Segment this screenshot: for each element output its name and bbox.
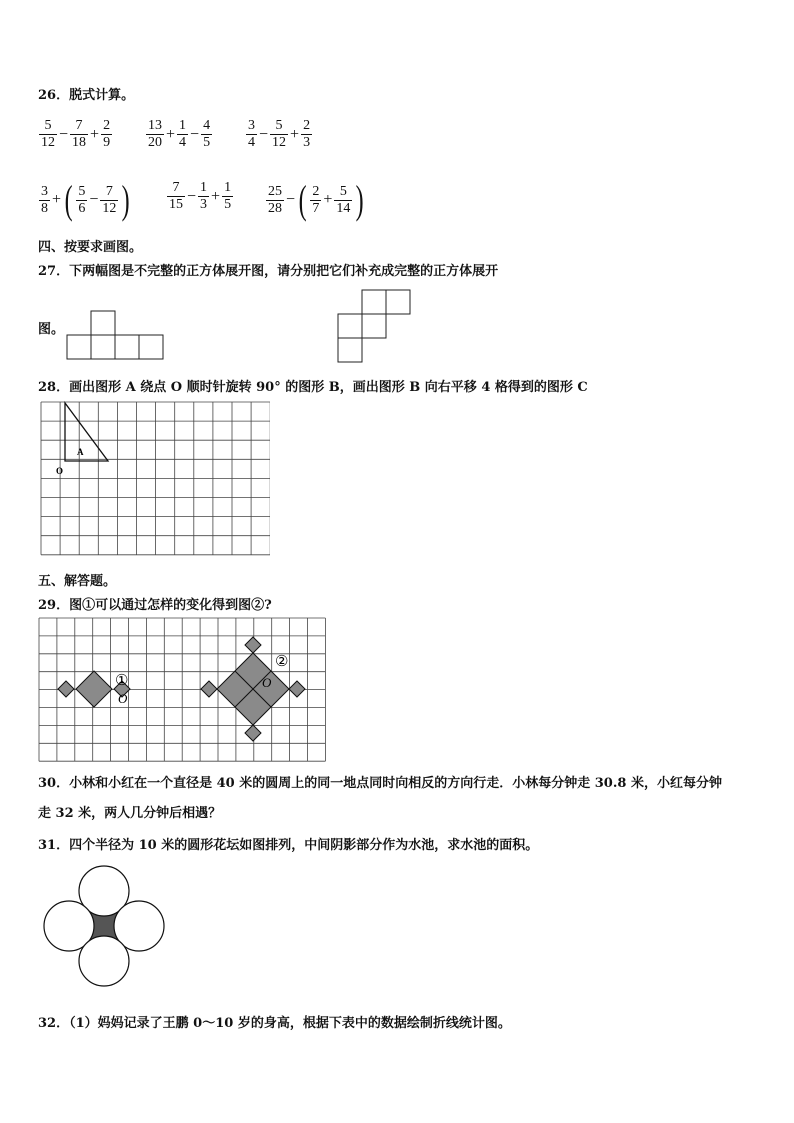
operator: − bbox=[89, 191, 99, 208]
fraction: $\frac{2}{9}$ bbox=[103, 118, 111, 150]
label-circle-2: ② bbox=[275, 652, 289, 670]
fig2-top bbox=[245, 637, 261, 653]
q29-grid bbox=[38, 617, 328, 763]
operator: + bbox=[52, 191, 62, 208]
fraction: $\frac{3}{8}$ bbox=[41, 183, 48, 216]
label-o1: O bbox=[118, 691, 128, 706]
fig2-left bbox=[201, 681, 217, 697]
section4-heading: 四、按要求画图。 bbox=[38, 240, 143, 255]
fraction: $\frac{2}{7}$ bbox=[312, 183, 320, 216]
operator: − bbox=[259, 125, 269, 143]
fraction: $\frac{2}{3}$ bbox=[303, 118, 311, 150]
operator: − bbox=[286, 191, 296, 208]
operator: − bbox=[187, 187, 197, 205]
fraction: $\frac{1}{5}$ bbox=[224, 180, 232, 212]
q30-line1: 30．小林和小红在一个直径是 40 米的圆周上的同一地点同时向相反的方向行走．小林每分钟走 30.8 米，小红每分钟 bbox=[38, 776, 722, 791]
q27-text-line2: 图。 bbox=[38, 322, 65, 337]
label-circle-1: ① bbox=[115, 671, 129, 689]
q28-grid bbox=[40, 401, 270, 561]
label-o: O bbox=[56, 466, 64, 476]
expression bbox=[145, 118, 213, 151]
q31-text: 31．四个半径为 10 米的圆形花坛如图排列，中间阴影部分作为水池，求水池的面积。 bbox=[38, 838, 539, 853]
q28-text: 28．画出图形 A 绕点 O 顺时针旋转 90° 的图形 B，画出图形 B 向右平移 4 格得到的图形 C bbox=[38, 380, 588, 395]
fraction: $\frac{5}{14}$ bbox=[336, 183, 351, 216]
fraction: $\frac{7}{12}$ bbox=[102, 183, 117, 216]
fraction: $\frac{7}{18}$ bbox=[72, 118, 87, 150]
fraction: $\frac{5}{12}$ bbox=[272, 118, 287, 150]
fraction: $\frac{13}{20}$ bbox=[148, 118, 162, 150]
q31-figure bbox=[40, 862, 168, 990]
fraction: $\frac{5}{12}$ bbox=[41, 118, 55, 150]
fraction: $\frac{3}{4}$ bbox=[248, 118, 255, 150]
operator: + bbox=[211, 187, 221, 205]
label-o2: O bbox=[262, 675, 272, 690]
label-a: A bbox=[77, 447, 84, 457]
section5-heading: 五、解答题。 bbox=[38, 574, 117, 589]
fig2-right bbox=[289, 681, 305, 697]
shape-a bbox=[65, 403, 108, 461]
expression bbox=[38, 118, 113, 151]
fraction: $\frac{1}{3}$ bbox=[200, 180, 208, 212]
fraction: $\frac{7}{15}$ bbox=[169, 180, 183, 212]
q26-title: 26．脱式计算。 bbox=[38, 88, 135, 103]
q29-text: 29．图①可以通过怎样的变化得到图②? bbox=[38, 598, 272, 613]
fig1-left bbox=[58, 681, 74, 697]
operator: + bbox=[90, 125, 100, 143]
fig1-center bbox=[76, 671, 112, 707]
fraction: $\frac{25}{28}$ bbox=[268, 183, 282, 216]
expression: $\frac{25}{28}$ − ( $\frac{2}{7}$ + $\frac{5}{14}$ ) bbox=[268, 177, 365, 222]
q27-net-1 bbox=[66, 310, 166, 360]
q27-net-2 bbox=[337, 289, 412, 364]
operator: + bbox=[323, 191, 333, 208]
operator: − bbox=[190, 125, 200, 143]
fraction: $\frac{1}{4}$ bbox=[179, 118, 187, 150]
q32-text: 32．（1）妈妈记录了王鹏 0～10 岁的身高，根据下表中的数据绘制折线统计图。 bbox=[38, 1016, 511, 1031]
q30-line2: 走 32 米，两人几分钟后相遇？ bbox=[38, 806, 222, 821]
operator: + bbox=[166, 125, 176, 143]
fraction: $\frac{5}{6}$ bbox=[78, 183, 86, 216]
expression bbox=[245, 118, 313, 151]
fraction: $\frac{4}{5}$ bbox=[203, 118, 211, 150]
q27-text-line1: 27．下两幅图是不完整的正方体展开图，请分别把它们补充成完整的正方体展开 bbox=[38, 264, 499, 279]
fig2-bottom bbox=[245, 725, 261, 741]
operator: − bbox=[59, 125, 69, 143]
operator: + bbox=[290, 125, 300, 143]
expression bbox=[166, 180, 234, 213]
expression: $\frac{3}{8}$ + ( $\frac{5}{6}$ − $\frac{7}{12}$ ) bbox=[41, 177, 131, 222]
